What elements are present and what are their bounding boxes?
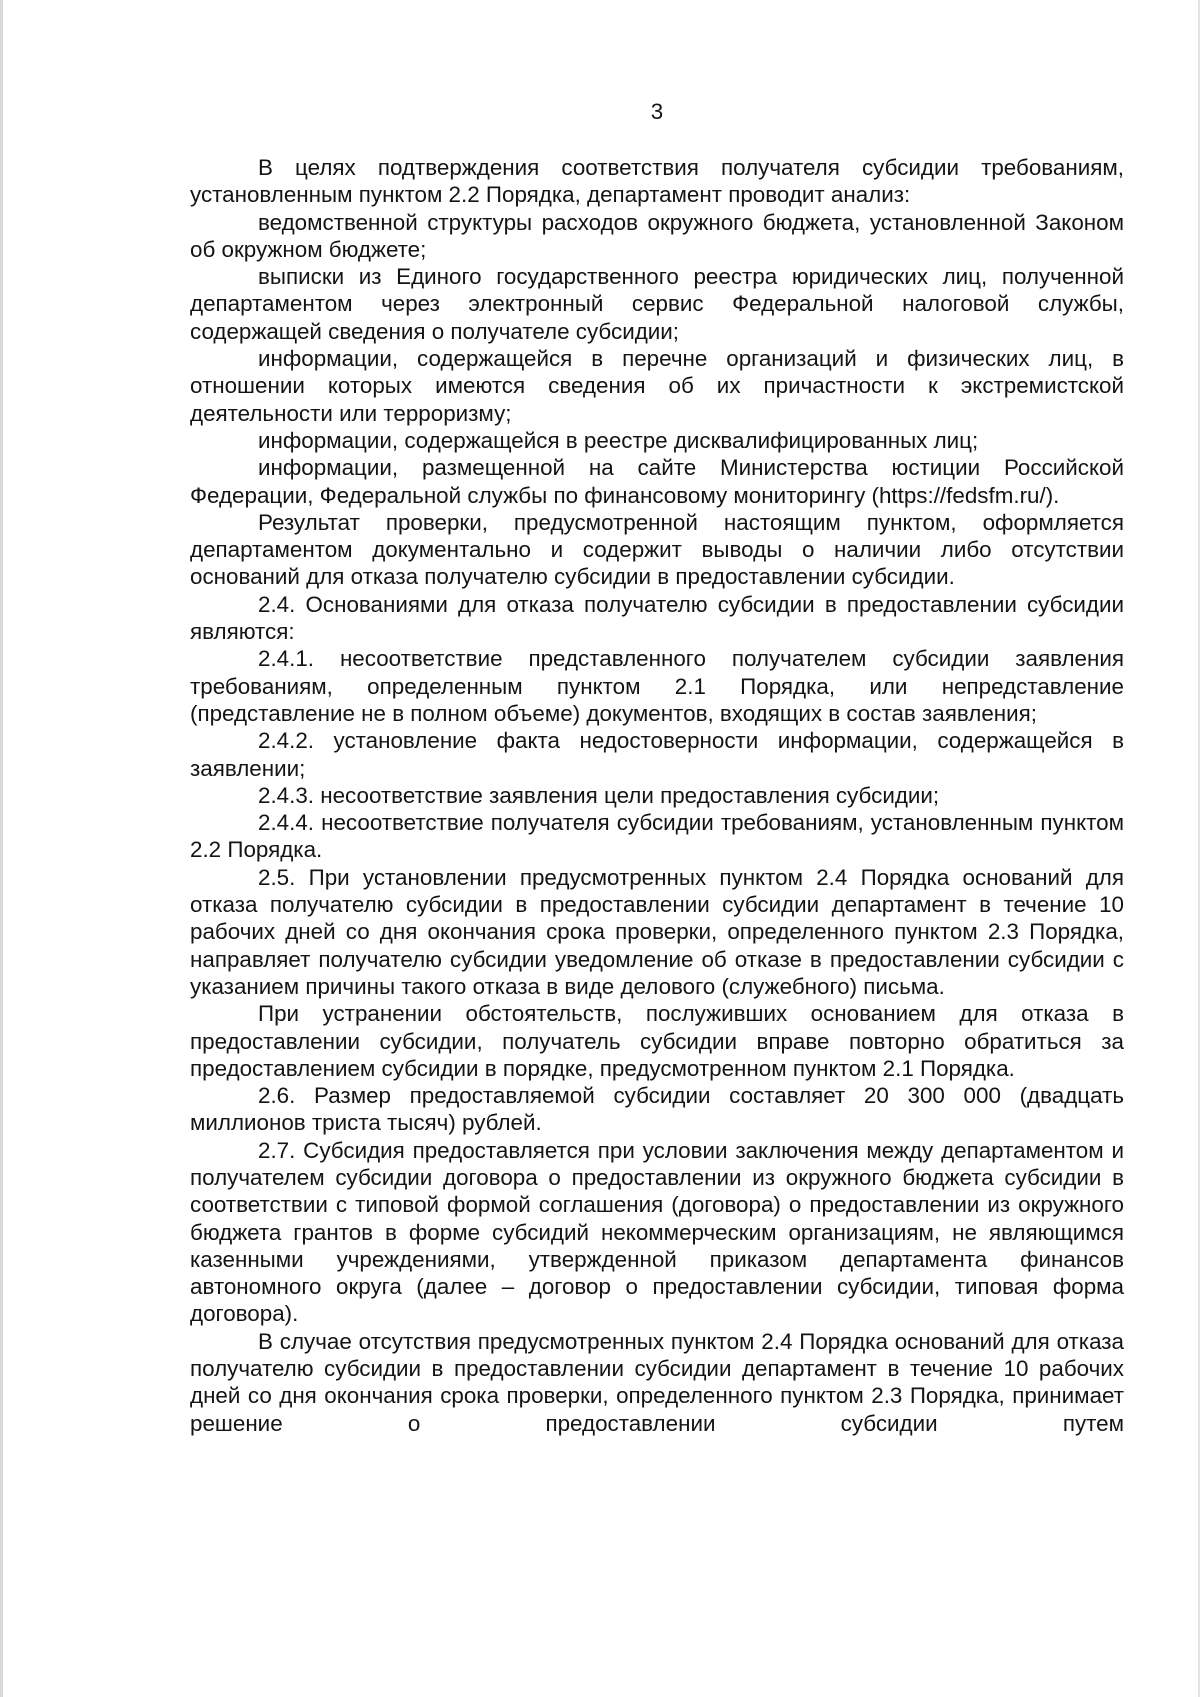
paragraph-check-result: Результат проверки, предусмотренной настоящим пунктом, оформляется департаментом документально и содержит выводы о наличии либо отсутствии оснований для отказа получателю субсидии в предоставлении субсидии. (190, 509, 1124, 590)
paragraph-2-5: 2.5. При установлении предусмотренных пунктом 2.4 Порядка оснований для отказа получателю субсидии в предоставлении субсидии департамент в течение 10 рабочих дней со дня окончания срока проверки, определенного пунктом 2.3 Порядка, направляет получателю субсидии уведомление об отказе в предоставлении субсидии с указанием причины такого отказа в виде делового (служебного) письма. (190, 864, 1124, 999)
paragraph-verification-intro: В целях подтверждения соответствия получателя субсидии требованиям, установленным пунктом 2.2 Порядка, департамент проводит анализ: (190, 155, 1124, 208)
paragraph-2-4: 2.4. Основаниями для отказа получателю субсидии в предоставлении субсидии являются: (190, 591, 1124, 645)
paragraph-egrul-extract: выписки из Единого государственного реестра юридических лиц, полученной департаментом через электронный сервис Федеральной налоговой службы, содержащей сведения о получателе субсидии; (190, 264, 1124, 344)
paragraph-2-4-4: 2.4.4. несоответствие получателя субсидии требованиям, установленным пунктом 2.2 Порядка. (190, 810, 1124, 863)
paragraph-2-4-1: 2.4.1. несоответствие представленного получателем субсидии заявления требованиям, определенным пунктом 2.1 Порядка, или непредставление (представление не в полном объеме) документов, входящих в состав заявления; (190, 646, 1124, 726)
page-number: 3 (650, 99, 664, 124)
scan-edge-left (0, 0, 3, 1697)
paragraph-extremism-list: информации, содержащейся в перечне организаций и физических лиц, в отношении которых имеются сведения об их причастности к экстремистской деятельности или терроризму; (190, 346, 1124, 426)
paragraph-reapplication: При устранении обстоятельств, послуживших основанием для отказа в предоставлении субсидии, получатель субсидии вправе повторно обратиться за предоставлением субсидии в порядке, предусмотренном пунктом 2.1 Порядка. (190, 1001, 1124, 1081)
paragraph-budget-structure: ведомственной структуры расходов окружного бюджета, установленной Законом об окружном бюджете; (190, 209, 1124, 262)
document-page (190, 92, 1124, 1437)
paragraph-disqualified-registry: информации, содержащейся в реестре дисквалифицированных лиц; (258, 427, 979, 453)
paragraph-no-grounds: В случае отсутствия предусмотренных пунктом 2.4 Порядка оснований для отказа получателю субсидии в предоставлении субсидии департамент в течение 10 рабочих дней со дня окончания срока проверки, определенного пунктом 2.3 Порядка, принимает решение о предоставлении субсидии путем (190, 1328, 1124, 1436)
paragraph-2-4-3: 2.4.3. несоответствие заявления цели предоставления субсидии; (258, 782, 940, 808)
paragraph-2-4-2: 2.4.2. установление факта недостоверности информации, содержащейся в заявлении; (190, 728, 1124, 781)
paragraph-2-7: 2.7. Субсидия предоставляется при условии заключения между департаментом и получателем субсидии договора о предоставлении из окружного бюджета субсидии в соответствии с типовой формой соглашения (договора) о предоставлении из окружного бюджета грантов в форме субсидий некоммерческим организациям, не являющимся казенными учреждениями, утвержденной приказом департамента финансов автономного округа (далее – договор о предоставлении субсидии, типовая форма договора). (190, 1137, 1124, 1327)
paragraph-ministry-website: информации, размещенной на сайте Министерства юстиции Российской Федерации, Федеральной службы по финансовому мониторингу (https://fedsfm.ru/). (190, 455, 1124, 508)
paragraph-2-6: 2.6. Размер предоставляемой субсидии составляет 20 300 000 (двадцать миллионов триста тысяч) рублей. (190, 1083, 1124, 1136)
